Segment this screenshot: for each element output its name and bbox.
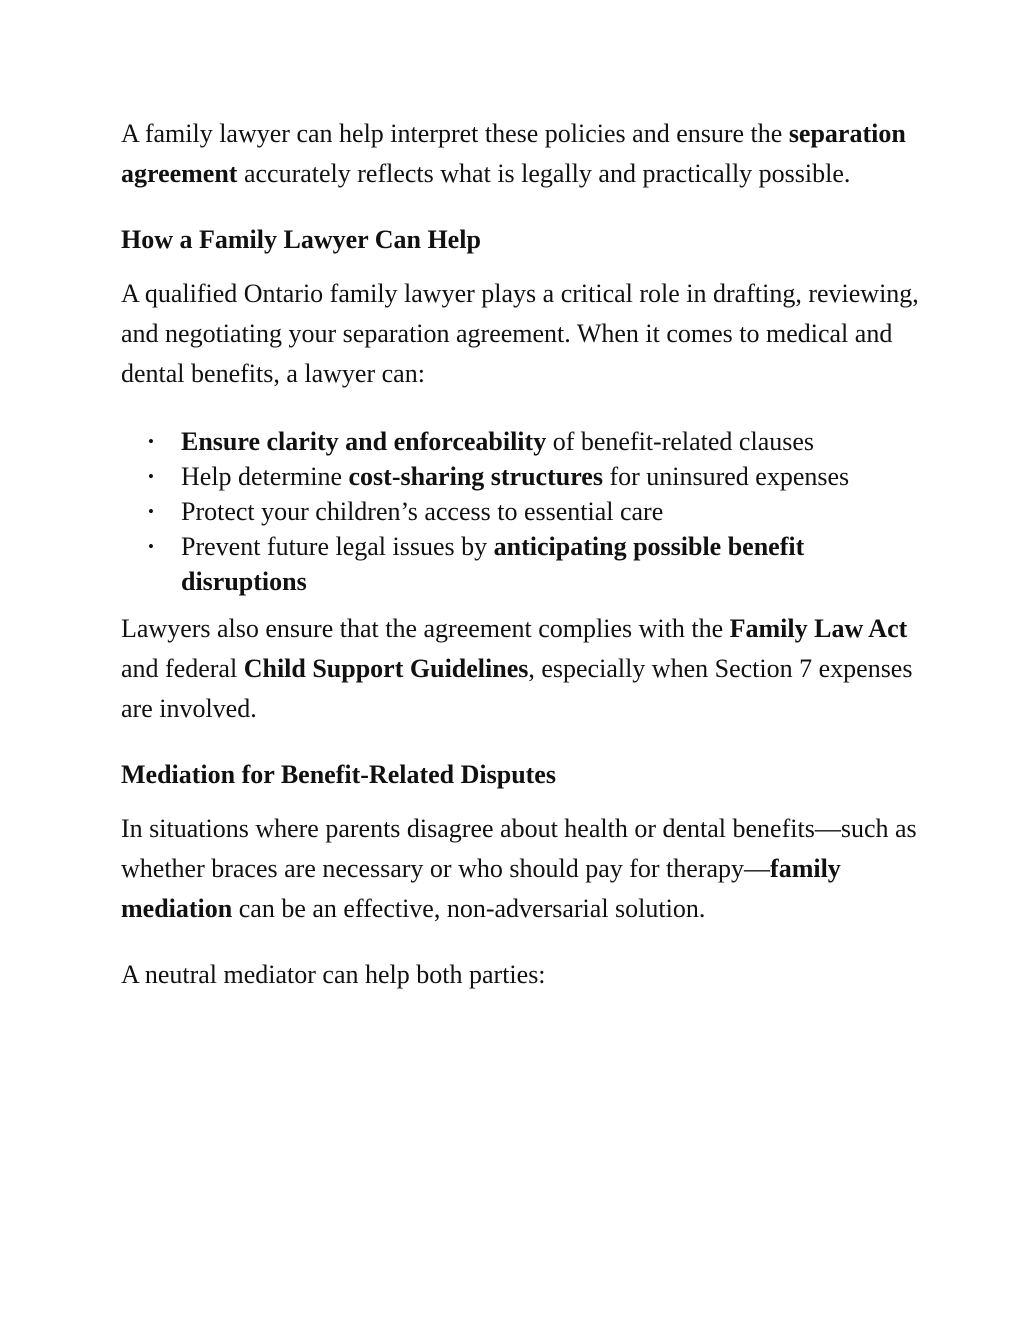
intro-text-2: accurately reflects what is legally and practically possible. [237,159,851,188]
mediation-paragraph: In situations where parents disagree about health or dental benefits—such as whether braces are necessary or who should pay for therapy—family mediation can be an effective, non-adversarial solution. [121,814,917,923]
family-mediation-term: family mediation [121,854,841,923]
document-page [121,114,921,995]
list-item-emphasis: anticipating possible benefit disruptions [181,532,805,596]
lawyer-benefits-list [121,424,921,599]
list-item: • Protect your children’s access to essential care [181,494,921,529]
intro-text-1: A family lawyer can help interpret these policies and ensure the [121,119,789,148]
section-heading-mediation: Mediation for Benefit-Related Disputes [121,760,556,789]
compliance-paragraph: Lawyers also ensure that the agreement complies with the Family Law Act and federal Child Support Guidelines, especially when Section 7 expenses are involved. [121,614,913,723]
list-item: • Prevent future legal issues by anticipating possible benefit disruptions [181,529,921,599]
mediator-intro-paragraph: A neutral mediator can help both parties: [121,960,546,989]
section-heading-lawyer: How a Family Lawyer Can Help [121,225,481,254]
list-item: • Help determine cost-sharing structures for uninsured expenses [181,459,921,494]
list-item: • Ensure clarity and enforceability of benefit-related clauses [181,424,921,459]
intro-paragraph [121,114,921,194]
separation-agreement-term: separation agreement [121,119,906,188]
list-item-emphasis: cost-sharing structures [348,462,603,491]
child-support-guidelines-term: Child Support Guidelines [243,654,529,683]
family-law-act-term: Family Law Act [729,614,908,643]
list-item-emphasis: Ensure clarity and enforceability [181,427,547,456]
lawyer-role-paragraph: A qualified Ontario family lawyer plays a critical role in drafting, reviewing, and negotiating your separation agreement. When it comes to medical and dental benefits, a lawyer can: [121,279,919,388]
